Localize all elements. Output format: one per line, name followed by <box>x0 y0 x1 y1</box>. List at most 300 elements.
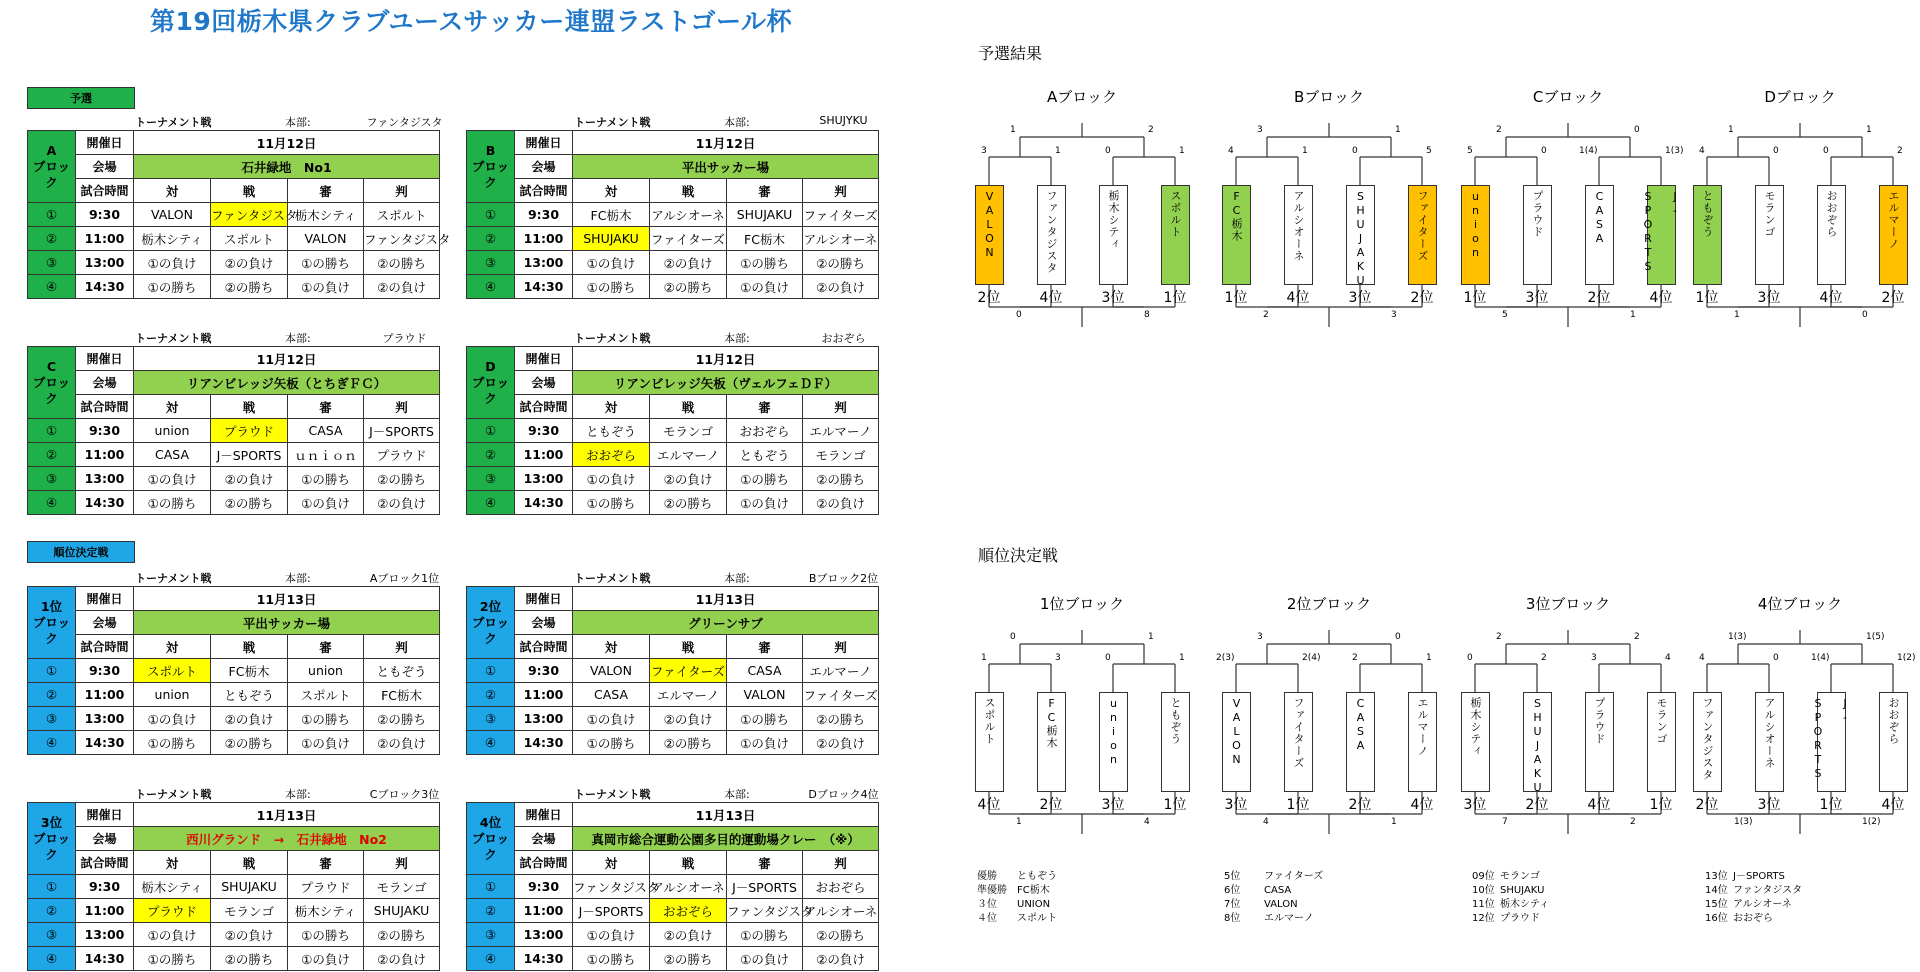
standing-row: 8位 エルマーノ <box>1224 913 1314 924</box>
referee-2: ②の勝ち <box>364 707 440 731</box>
team-away: モランゴ <box>211 899 288 923</box>
team-box: VALON <box>975 185 1004 285</box>
bracket-title: 2位ブロック <box>1286 595 1372 613</box>
team-box: 栃木シティ <box>1461 692 1490 792</box>
vs-label: 戦 <box>650 635 727 659</box>
date-label: 開催日 <box>76 587 134 611</box>
team-away: ②の勝ち <box>211 947 288 971</box>
match-number: ① <box>467 875 515 899</box>
match-number: ④ <box>28 731 76 755</box>
match-date: 11月13日 <box>573 587 879 611</box>
date-label: 開催日 <box>515 347 573 371</box>
final-standings-column <box>1472 870 1549 926</box>
team-box: アルシオーネ <box>1284 185 1313 285</box>
team-home: ①の勝ち <box>134 947 211 971</box>
team-box: CASA <box>1585 185 1614 285</box>
score: 0 <box>1634 125 1640 135</box>
standing-row: 16位 おおぞら <box>1705 913 1773 924</box>
team-away: エルマーノ <box>650 443 727 467</box>
team-home: ①の勝ち <box>134 491 211 515</box>
venue-label: 会場 <box>76 155 134 179</box>
match-row <box>28 203 440 227</box>
match-row <box>28 251 440 275</box>
team-away: FC栃木 <box>211 659 288 683</box>
referee-1: SHUJAKU <box>727 203 803 227</box>
referee-1: J－SPORTS <box>727 875 803 899</box>
rank-label: 3位 <box>1101 290 1125 306</box>
score: 4 <box>1263 817 1269 827</box>
score: 3 <box>981 146 987 156</box>
team-box: スポルト <box>1161 185 1190 285</box>
match-time: 9:30 <box>76 419 134 443</box>
match-table <box>466 785 878 971</box>
team-box: ファンタジスタ <box>1037 185 1066 285</box>
referee-label: 審 <box>288 395 364 419</box>
tournament-label: トーナメント戦 <box>135 788 212 801</box>
match-number: ① <box>467 419 515 443</box>
match-time: 14:30 <box>76 491 134 515</box>
referee-1: ①の勝ち <box>288 467 364 491</box>
venue-label: 会場 <box>515 827 573 851</box>
rank-label: 2位 <box>1348 797 1372 813</box>
rank-label: 1位 <box>1224 290 1248 306</box>
score: 1 <box>1179 146 1185 156</box>
referee-2: J－SPORTS <box>364 419 440 443</box>
team-home: J－SPORTS <box>573 899 650 923</box>
referee-1: ①の勝ち <box>727 707 803 731</box>
team-box: SHUJAKU <box>1346 185 1375 285</box>
team-box: SHUJAKU <box>1523 692 1552 792</box>
standing-row: 6位 CASA <box>1224 885 1292 896</box>
score: 2 <box>1496 632 1502 642</box>
referee-2: ファイターズ <box>803 683 879 707</box>
team-home: ①の勝ち <box>573 731 650 755</box>
match-table <box>466 569 878 755</box>
vs-label: 戦 <box>211 395 288 419</box>
venue-label: 会場 <box>76 371 134 395</box>
referee-1: ①の負け <box>727 275 803 299</box>
team-home: ファンタジスタ <box>573 875 650 899</box>
team-box: モランゴ <box>1755 185 1784 285</box>
rank-label: 1位 <box>1163 290 1187 306</box>
referee-label: 審 <box>727 179 803 203</box>
score: 2 <box>1897 146 1903 156</box>
time-label: 試合時間 <box>515 851 573 875</box>
match-number: ③ <box>467 251 515 275</box>
score: 0 <box>1105 146 1111 156</box>
rank-label: 4位 <box>1819 290 1843 306</box>
standing-row: 優勝 ともぞう <box>977 871 1057 882</box>
referee-label: 判 <box>803 851 879 875</box>
score: 1 <box>1016 817 1022 827</box>
match-number: ④ <box>28 275 76 299</box>
team-away: モランゴ <box>650 419 727 443</box>
rank-label: 3位 <box>1757 797 1781 813</box>
venue-name: グリーンサブ <box>573 611 879 635</box>
team-away: ファイターズ <box>650 227 727 251</box>
team-away: ②の負け <box>211 467 288 491</box>
match-time: 9:30 <box>76 659 134 683</box>
standing-row: ４位 スポルト <box>977 913 1057 924</box>
score: 0 <box>1541 146 1547 156</box>
referee-2: ②の負け <box>364 731 440 755</box>
team-home: プラウド <box>134 899 211 923</box>
referee-label: 判 <box>364 851 440 875</box>
team-box: ファイターズ <box>1408 185 1437 285</box>
referee-2: エルマーノ <box>803 659 879 683</box>
team-away: ②の勝ち <box>650 491 727 515</box>
team-home: ①の勝ち <box>134 275 211 299</box>
score: 1(5) <box>1866 632 1885 642</box>
team-home: union <box>134 419 211 443</box>
team-away: ともぞう <box>211 683 288 707</box>
match-number: ① <box>467 203 515 227</box>
match-date: 11月12日 <box>573 347 879 371</box>
match-row <box>28 947 440 971</box>
score: 0 <box>1352 146 1358 156</box>
match-time: 11:00 <box>515 227 573 251</box>
referee-2: スポルト <box>364 203 440 227</box>
match-number: ④ <box>467 731 515 755</box>
match-time: 11:00 <box>76 227 134 251</box>
time-label: 試合時間 <box>76 851 134 875</box>
score: 1 <box>1395 125 1401 135</box>
referee-2: アルシオーネ <box>803 899 879 923</box>
match-row <box>467 443 879 467</box>
date-label: 開催日 <box>515 131 573 155</box>
venue-name: 平出サッカー場 <box>573 155 879 179</box>
team-away: ファイターズ <box>650 659 727 683</box>
referee-label: 審 <box>727 851 803 875</box>
time-label: 試合時間 <box>76 179 134 203</box>
time-label: 試合時間 <box>515 635 573 659</box>
rank-label: 3位 <box>1525 290 1549 306</box>
referee-2: ②の負け <box>803 731 879 755</box>
final-standings-column <box>1705 870 1802 926</box>
team-home: VALON <box>134 203 211 227</box>
score: 0 <box>1395 632 1401 642</box>
rank-label: 3位 <box>1224 797 1248 813</box>
referee-2: アルシオーネ <box>803 227 879 251</box>
section-placement-label: 順位決定戦 <box>27 541 135 563</box>
team-box: おおぞら <box>1879 692 1908 792</box>
team-box: VALON <box>1222 692 1251 792</box>
vs-label: 戦 <box>650 179 727 203</box>
match-row <box>28 659 440 683</box>
referee-1: ①の勝ち <box>727 923 803 947</box>
referee-1: おおぞら <box>727 419 803 443</box>
referee-2: プラウド <box>364 443 440 467</box>
team-home: ①の負け <box>134 707 211 731</box>
vs-label: 対 <box>134 851 211 875</box>
team-box: エルマーノ <box>1408 692 1437 792</box>
referee-2: ②の負け <box>364 947 440 971</box>
score: 8 <box>1144 310 1150 320</box>
team-home: ①の勝ち <box>573 275 650 299</box>
match-row <box>467 707 879 731</box>
rank-label: 4位 <box>1039 290 1063 306</box>
team-home: 栃木シティ <box>134 875 211 899</box>
match-time: 9:30 <box>76 875 134 899</box>
team-box: ともぞう <box>1693 185 1722 285</box>
score: 1 <box>1630 310 1636 320</box>
score: 1 <box>1179 653 1185 663</box>
tournament-label: トーナメント戦 <box>574 332 651 345</box>
tournament-label: トーナメント戦 <box>574 572 651 585</box>
venue-name: 真岡市総合運動公園多目的運動場クレー （※） <box>573 827 879 851</box>
standing-row: 14位 ファンタジスタ <box>1705 885 1803 896</box>
team-away: ②の負け <box>211 251 288 275</box>
match-time: 9:30 <box>515 659 573 683</box>
referee-2: ②の負け <box>803 491 879 515</box>
team-home: 栃木シティ <box>134 227 211 251</box>
score: 1(3) <box>1728 632 1747 642</box>
match-time: 13:00 <box>515 707 573 731</box>
match-time: 14:30 <box>515 491 573 515</box>
referee-2: ②の勝ち <box>364 467 440 491</box>
match-number: ① <box>28 419 76 443</box>
bracket-title: Cブロック <box>1532 88 1604 106</box>
standing-row: ３位 UNION <box>977 899 1051 910</box>
rank-label: 1位 <box>1163 797 1187 813</box>
rank-label: 1位 <box>1286 797 1310 813</box>
match-date: 11月12日 <box>573 131 879 155</box>
hq-team: プラウド <box>382 332 427 345</box>
date-label: 開催日 <box>515 587 573 611</box>
score: 1(4) <box>1811 653 1830 663</box>
vs-label: 対 <box>134 635 211 659</box>
tournament-label: トーナメント戦 <box>574 788 651 801</box>
match-row <box>28 227 440 251</box>
team-home: ①の勝ち <box>573 491 650 515</box>
vs-label: 対 <box>573 395 650 419</box>
score: 0 <box>1773 146 1779 156</box>
team-away: ②の勝ち <box>650 275 727 299</box>
score: 1(4) <box>1579 146 1598 156</box>
team-home: VALON <box>573 659 650 683</box>
match-time: 14:30 <box>76 947 134 971</box>
match-row <box>28 467 440 491</box>
referee-2: ともぞう <box>364 659 440 683</box>
match-number: ① <box>28 659 76 683</box>
date-label: 開催日 <box>76 803 134 827</box>
team-home: ①の勝ち <box>573 947 650 971</box>
match-time: 13:00 <box>515 467 573 491</box>
score: 4 <box>1144 817 1150 827</box>
block-label: 4位 ブロック <box>467 803 515 875</box>
venue-label: 会場 <box>76 611 134 635</box>
match-table <box>466 329 878 515</box>
score: 1 <box>981 653 987 663</box>
referee-1: ①の勝ち <box>288 923 364 947</box>
rank-label: 2位 <box>1039 797 1063 813</box>
score: 0 <box>1467 653 1473 663</box>
team-away: アルシオーネ <box>650 875 727 899</box>
match-time: 9:30 <box>515 875 573 899</box>
team-box: ファンタジスタ <box>1693 692 1722 792</box>
team-home: おおぞら <box>573 443 650 467</box>
block-label: 3位 ブロック <box>28 803 76 875</box>
referee-label: 判 <box>803 395 879 419</box>
score: 2 <box>1634 632 1640 642</box>
team-home: ①の負け <box>573 707 650 731</box>
block-label: B ブロック <box>467 131 515 203</box>
referee-1: ともぞう <box>727 443 803 467</box>
bracket-title: 3位ブロック <box>1525 595 1611 613</box>
tournament-label: トーナメント戦 <box>135 116 212 129</box>
time-label: 試合時間 <box>76 395 134 419</box>
vs-label: 戦 <box>211 851 288 875</box>
venue-label: 会場 <box>515 155 573 179</box>
rank-label: 2位 <box>1881 290 1905 306</box>
referee-label: 審 <box>288 635 364 659</box>
hq-label: 本部: <box>724 572 750 585</box>
match-number: ① <box>467 659 515 683</box>
referee-1: ①の負け <box>727 731 803 755</box>
team-home: ①の負け <box>573 467 650 491</box>
match-row <box>28 419 440 443</box>
referee-1: ①の勝ち <box>288 707 364 731</box>
referee-1: ①の負け <box>727 491 803 515</box>
score: 1(3) <box>1665 146 1684 156</box>
match-number: ④ <box>467 491 515 515</box>
team-home: ともぞう <box>573 419 650 443</box>
match-number: ① <box>28 203 76 227</box>
team-away: ②の負け <box>650 467 727 491</box>
block-label: 1位 ブロック <box>28 587 76 659</box>
match-date: 11月13日 <box>134 587 440 611</box>
score: 1 <box>1148 632 1154 642</box>
match-row <box>467 419 879 443</box>
standing-row: 準優勝 FC栃木 <box>977 885 1050 896</box>
score: 0 <box>1862 310 1868 320</box>
referee-2: ②の勝ち <box>803 707 879 731</box>
match-row <box>28 275 440 299</box>
score: 1(3) <box>1734 817 1753 827</box>
block-label: D ブロック <box>467 347 515 419</box>
team-away: ②の勝ち <box>211 275 288 299</box>
referee-2: ②の負け <box>364 491 440 515</box>
match-time: 13:00 <box>515 923 573 947</box>
venue-name: リアンビレッジ矢板（とちぎＦＣ） <box>134 371 440 395</box>
referee-2: FC栃木 <box>364 683 440 707</box>
referee-label: 審 <box>288 851 364 875</box>
team-away: プラウド <box>211 419 288 443</box>
team-away: ②の勝ち <box>650 731 727 755</box>
match-number: ③ <box>28 251 76 275</box>
team-box: FC栃木 <box>1222 185 1251 285</box>
match-number: ④ <box>28 947 76 971</box>
venue-name: 石井緑地 No1 <box>134 155 440 179</box>
referee-1: 栃木シティ <box>288 899 364 923</box>
date-label: 開催日 <box>76 347 134 371</box>
team-home: CASA <box>134 443 211 467</box>
team-box: おおぞら <box>1817 185 1846 285</box>
referee-1: プラウド <box>288 875 364 899</box>
match-number: ③ <box>467 467 515 491</box>
match-row <box>28 923 440 947</box>
match-number: ③ <box>28 923 76 947</box>
match-time: 11:00 <box>515 443 573 467</box>
bracket-title: 4位ブロック <box>1757 595 1843 613</box>
match-time: 11:00 <box>76 683 134 707</box>
referee-2: ②の勝ち <box>364 251 440 275</box>
referee-1: ｕｎｉｏｎ <box>288 443 364 467</box>
referee-1: ①の勝ち <box>727 251 803 275</box>
score: 1 <box>1010 125 1016 135</box>
match-row <box>28 731 440 755</box>
referee-1: CASA <box>727 659 803 683</box>
bracket-title: 1位ブロック <box>1039 595 1125 613</box>
score: 2 <box>1352 653 1358 663</box>
referee-2: ファイターズ <box>803 203 879 227</box>
match-row <box>28 491 440 515</box>
match-time: 14:30 <box>515 947 573 971</box>
match-time: 13:00 <box>76 923 134 947</box>
match-number: ② <box>28 227 76 251</box>
referee-1: VALON <box>727 683 803 707</box>
team-box: スポルト <box>975 692 1004 792</box>
referee-2: ②の負け <box>803 947 879 971</box>
rank-label: 2位 <box>1587 290 1611 306</box>
team-box: CASA <box>1346 692 1375 792</box>
referee-label: 審 <box>727 635 803 659</box>
match-row <box>467 227 879 251</box>
team-home: ①の負け <box>573 251 650 275</box>
rank-label: 3位 <box>1463 797 1487 813</box>
score: 7 <box>1502 817 1508 827</box>
match-row <box>467 947 879 971</box>
match-time: 9:30 <box>515 419 573 443</box>
standing-row: 15位 アルシオーネ <box>1705 899 1792 910</box>
block-label: 2位 ブロック <box>467 587 515 659</box>
score: 1(2) <box>1897 653 1916 663</box>
referee-2: モランゴ <box>364 875 440 899</box>
referee-2: モランゴ <box>803 443 879 467</box>
match-number: ④ <box>467 947 515 971</box>
team-away: ファンタジスタ <box>211 203 288 227</box>
team-box: ファイターズ <box>1284 692 1313 792</box>
vs-label: 対 <box>573 635 650 659</box>
team-away: ②の勝ち <box>211 491 288 515</box>
standing-row: 11位 栃木シティ <box>1472 899 1550 910</box>
score: 3 <box>1591 653 1597 663</box>
team-box: J-SPORTS <box>1647 185 1676 285</box>
match-number: ④ <box>467 275 515 299</box>
bracket-title: Aブロック <box>1047 88 1117 106</box>
referee-1: スポルト <box>288 683 364 707</box>
tournament-label: トーナメント戦 <box>574 116 651 129</box>
team-away: ②の負け <box>650 251 727 275</box>
referee-1: ①の勝ち <box>288 251 364 275</box>
tournament-label: トーナメント戦 <box>135 572 212 585</box>
score: 2(4) <box>1302 653 1321 663</box>
score: 4 <box>1699 146 1705 156</box>
match-row <box>28 899 440 923</box>
referee-1: ①の負け <box>288 947 364 971</box>
score: 1(2) <box>1862 817 1881 827</box>
team-away: ②の負け <box>211 707 288 731</box>
vs-label: 対 <box>573 851 650 875</box>
referee-1: ファンタジスタ <box>727 899 803 923</box>
tournament-label: トーナメント戦 <box>135 332 212 345</box>
match-row <box>467 275 879 299</box>
match-number: ③ <box>467 707 515 731</box>
block-label: A ブロック <box>28 131 76 203</box>
referee-label: 判 <box>364 179 440 203</box>
time-label: 試合時間 <box>515 395 573 419</box>
placement-results-heading: 順位決定戦 <box>978 546 1059 565</box>
